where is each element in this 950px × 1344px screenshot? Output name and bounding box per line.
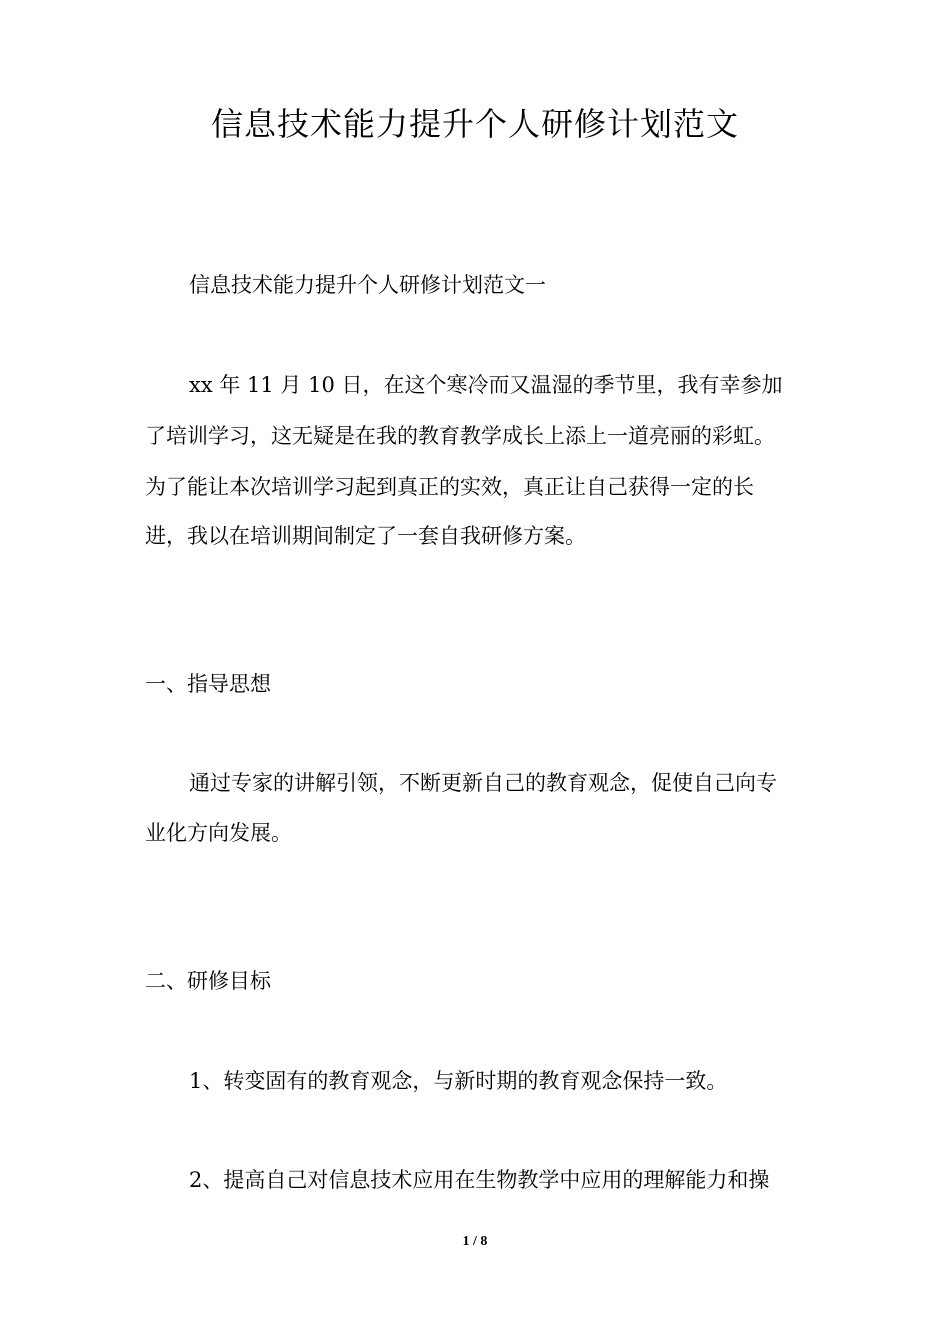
page-number: 1 / 8 <box>462 1234 488 1249</box>
document-title: 信息技术能力提升个人研修计划范文 <box>210 105 739 143</box>
paragraph-line: 为了能让本次培训学习起到真正的实效，真正让自己获得一定的长 <box>145 475 754 499</box>
paragraph-line: 进，我以在培训期间制定了一套自我研修方案。 <box>145 524 586 548</box>
paragraph-line: 业化方向发展。 <box>145 821 292 845</box>
paragraph-line: 通过专家的讲解引领，不断更新自己的教育观念，促使自己向专 <box>189 771 777 795</box>
document-subtitle: 信息技术能力提升个人研修计划范文一 <box>189 273 546 297</box>
section-heading-guiding-thought: 一、指导思想 <box>145 672 271 696</box>
list-item: 1、转变固有的教育观念，与新时期的教育观念保持一致。 <box>189 1069 728 1093</box>
paragraph-line: xx 年 11 月 10 日，在这个寒冷而又温湿的季节里，我有幸参加 <box>189 373 783 397</box>
paragraph-line: 了培训学习，这无疑是在我的教育教学成长上添上一道亮丽的彩虹。 <box>145 424 775 448</box>
section-heading-training-goals: 二、研修目标 <box>145 969 271 993</box>
list-item: 2、提高自己对信息技术应用在生物教学中应用的理解能力和操 <box>189 1168 770 1192</box>
